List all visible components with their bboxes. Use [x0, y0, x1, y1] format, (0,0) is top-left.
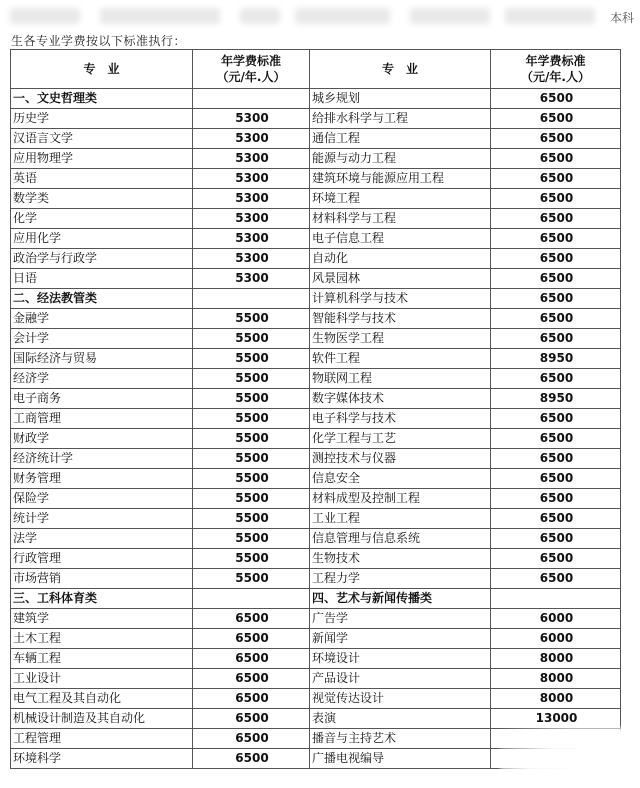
table-row [11, 209, 621, 229]
table-row [11, 649, 621, 669]
fee-right: 6500 [491, 469, 621, 489]
fee-left: 5500 [193, 369, 310, 389]
fee-right: 6500 [491, 489, 621, 509]
table-row [11, 169, 621, 189]
fee-left [193, 89, 310, 109]
table-row [11, 349, 621, 369]
intro-text: 生各专业学费按以下标准执行： [11, 34, 187, 48]
fee-right: 6500 [491, 529, 621, 549]
table-row [11, 249, 621, 269]
major-left: 应用化学 [11, 229, 193, 249]
major-right: 电子信息工程 [310, 229, 491, 249]
major-left: 经济统计学 [11, 449, 193, 469]
major-left: 会计学 [11, 329, 193, 349]
table-row [11, 709, 621, 729]
major-left: 工业设计 [11, 669, 193, 689]
fee-right [491, 589, 621, 609]
major-right: 数字媒体技术 [310, 389, 491, 409]
major-left: 工程管理 [11, 729, 193, 749]
table-row [11, 369, 621, 389]
fee-right: 6500 [491, 409, 621, 429]
major-left: 日语 [11, 269, 193, 289]
table-row [11, 569, 621, 589]
table-row [11, 409, 621, 429]
fee-left: 5300 [193, 209, 310, 229]
table-row [11, 609, 621, 629]
blurred-text [410, 8, 490, 24]
fee-left: 6500 [193, 749, 310, 769]
major-right: 工程力学 [310, 569, 491, 589]
blurred-text [240, 8, 280, 24]
blurred-text [10, 8, 80, 24]
blurred-corner [500, 728, 640, 788]
major-right: 四、艺术与新闻传播类 [310, 589, 491, 609]
fee-left: 5500 [193, 569, 310, 589]
header-fee-right: 年学费标准 （元/年.人） [491, 50, 621, 89]
fee-right: 6500 [491, 129, 621, 149]
table-row [11, 509, 621, 529]
fee-left: 5500 [193, 309, 310, 329]
major-right: 表演 [310, 709, 491, 729]
major-right: 建筑环境与能源应用工程 [310, 169, 491, 189]
table-row [11, 289, 621, 309]
major-right: 自动化 [310, 249, 491, 269]
major-left: 化学 [11, 209, 193, 229]
fee-right: 6000 [491, 629, 621, 649]
blurred-text [505, 8, 595, 24]
major-right: 材料科学与工程 [310, 209, 491, 229]
fee-left: 6500 [193, 669, 310, 689]
major-right: 通信工程 [310, 129, 491, 149]
table-row [11, 189, 621, 209]
table-row [11, 629, 621, 649]
fee-right: 6500 [491, 429, 621, 449]
major-left: 三、工科体育类 [11, 589, 193, 609]
blurred-text [100, 8, 220, 24]
major-left: 工商管理 [11, 409, 193, 429]
major-left: 政治学与行政学 [11, 249, 193, 269]
major-right: 信息管理与信息系统 [310, 529, 491, 549]
blurred-text [295, 8, 390, 24]
major-right: 产品设计 [310, 669, 491, 689]
fee-left: 5500 [193, 429, 310, 449]
major-right: 城乡规划 [310, 89, 491, 109]
fee-left: 5500 [193, 409, 310, 429]
fee-left: 5500 [193, 469, 310, 489]
major-right: 智能科学与技术 [310, 309, 491, 329]
fee-left [193, 289, 310, 309]
major-left: 历史学 [11, 109, 193, 129]
table-row [11, 229, 621, 249]
table-row [11, 449, 621, 469]
fee-left: 5300 [193, 109, 310, 129]
major-left: 应用物理学 [11, 149, 193, 169]
fee-left: 5300 [193, 269, 310, 289]
fee-right: 6500 [491, 309, 621, 329]
major-right: 播音与主持艺术 [310, 729, 491, 749]
fee-left: 5300 [193, 189, 310, 209]
major-left: 一、文史哲理类 [11, 89, 193, 109]
major-right: 生物技术 [310, 549, 491, 569]
major-right: 能源与动力工程 [310, 149, 491, 169]
major-left: 英语 [11, 169, 193, 189]
table-row [11, 469, 621, 489]
major-right: 化学工程与工艺 [310, 429, 491, 449]
header-major-left: 专 业 [11, 50, 193, 89]
header-fee-left: 年学费标准 （元/年.人） [193, 50, 310, 89]
table-header-row [11, 50, 621, 89]
fee-right: 6500 [491, 509, 621, 529]
major-right: 信息安全 [310, 469, 491, 489]
fee-right: 8950 [491, 389, 621, 409]
header-major-right: 专 业 [310, 50, 491, 89]
fee-right: 6500 [491, 289, 621, 309]
major-left: 行政管理 [11, 549, 193, 569]
fee-left: 5300 [193, 149, 310, 169]
major-right: 电子科学与技术 [310, 409, 491, 429]
header-fragment: 本科 [609, 11, 634, 25]
table-row [11, 529, 621, 549]
major-left: 国际经济与贸易 [11, 349, 193, 369]
fee-left: 5500 [193, 509, 310, 529]
fee-right: 8000 [491, 669, 621, 689]
fee-right: 6500 [491, 369, 621, 389]
major-right: 风景园林 [310, 269, 491, 289]
major-right: 工业工程 [310, 509, 491, 529]
major-left: 统计学 [11, 509, 193, 529]
major-right: 材料成型及控制工程 [310, 489, 491, 509]
fee-right: 6500 [491, 329, 621, 349]
fee-right: 6500 [491, 229, 621, 249]
table-row [11, 269, 621, 289]
major-right: 物联网工程 [310, 369, 491, 389]
major-right: 环境工程 [310, 189, 491, 209]
major-left: 保险学 [11, 489, 193, 509]
major-left: 环境科学 [11, 749, 193, 769]
fee-right: 6500 [491, 549, 621, 569]
fee-right: 13000 [491, 709, 621, 729]
major-left: 财务管理 [11, 469, 193, 489]
fee-left: 6500 [193, 609, 310, 629]
major-left: 电气工程及其自动化 [11, 689, 193, 709]
fee-right: 8000 [491, 649, 621, 669]
major-left: 建筑学 [11, 609, 193, 629]
table-row [11, 429, 621, 449]
major-right: 环境设计 [310, 649, 491, 669]
major-left: 财政学 [11, 429, 193, 449]
fee-right: 8000 [491, 689, 621, 709]
fee-left: 5500 [193, 349, 310, 369]
table-row [11, 689, 621, 709]
fee-right: 6500 [491, 249, 621, 269]
fee-right: 6000 [491, 609, 621, 629]
table-row [11, 149, 621, 169]
major-left: 车辆工程 [11, 649, 193, 669]
table-row [11, 109, 621, 129]
major-right: 给排水科学与工程 [310, 109, 491, 129]
table-row [11, 129, 621, 149]
fee-right: 6500 [491, 109, 621, 129]
table-row [11, 309, 621, 329]
fee-right: 6500 [491, 269, 621, 289]
tuition-fee-table [10, 49, 621, 769]
table-row [11, 389, 621, 409]
fee-left: 5500 [193, 489, 310, 509]
fee-left: 5300 [193, 129, 310, 149]
table-row [11, 89, 621, 109]
major-left: 机械设计制造及其自动化 [11, 709, 193, 729]
fee-left: 5300 [193, 169, 310, 189]
table-row [11, 549, 621, 569]
major-right: 生物医学工程 [310, 329, 491, 349]
major-left: 法学 [11, 529, 193, 549]
major-right: 测控技术与仪器 [310, 449, 491, 469]
major-left: 市场营销 [11, 569, 193, 589]
table-row [11, 329, 621, 349]
major-left: 金融学 [11, 309, 193, 329]
major-right: 广告学 [310, 609, 491, 629]
major-right: 广播电视编导 [310, 749, 491, 769]
fee-left: 5500 [193, 549, 310, 569]
major-left: 汉语言文学 [11, 129, 193, 149]
fee-left: 6500 [193, 649, 310, 669]
fee-left: 5500 [193, 329, 310, 349]
fee-right: 6500 [491, 449, 621, 469]
major-left: 二、经法教管类 [11, 289, 193, 309]
fee-left: 5300 [193, 229, 310, 249]
fee-left: 6500 [193, 709, 310, 729]
major-left: 电子商务 [11, 389, 193, 409]
major-left: 土木工程 [11, 629, 193, 649]
fee-left: 5500 [193, 449, 310, 469]
table-row [11, 589, 621, 609]
fee-left: 5300 [193, 249, 310, 269]
fee-right: 6500 [491, 189, 621, 209]
fee-right: 6500 [491, 169, 621, 189]
major-left: 数学类 [11, 189, 193, 209]
fee-left: 6500 [193, 629, 310, 649]
fee-right: 6500 [491, 569, 621, 589]
fee-right: 6500 [491, 209, 621, 229]
fee-left: 6500 [193, 689, 310, 709]
major-left: 经济学 [11, 369, 193, 389]
fee-left [193, 589, 310, 609]
table-row [11, 669, 621, 689]
major-right: 新闻学 [310, 629, 491, 649]
major-right: 视觉传达设计 [310, 689, 491, 709]
table-row [11, 489, 621, 509]
fee-right: 6500 [491, 149, 621, 169]
fee-left: 6500 [193, 729, 310, 749]
fee-right: 6500 [491, 89, 621, 109]
fee-left: 5500 [193, 529, 310, 549]
major-right: 计算机科学与技术 [310, 289, 491, 309]
fee-right: 8950 [491, 349, 621, 369]
fee-left: 5500 [193, 389, 310, 409]
blurred-header-line [0, 0, 640, 30]
major-right: 软件工程 [310, 349, 491, 369]
